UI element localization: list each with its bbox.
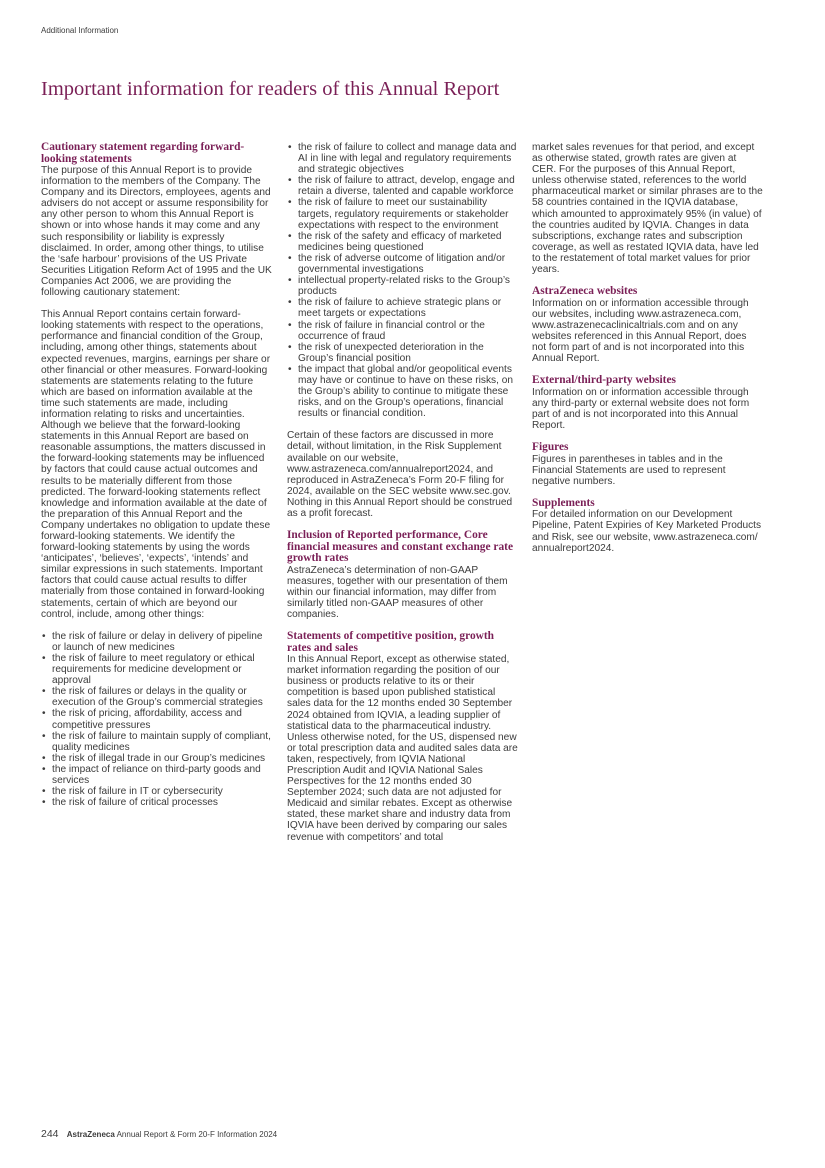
publication-title: Annual Report & Form 20-F Information 2024 <box>116 1130 278 1139</box>
list-item: • the risk of failure to meet our sustainability targets, regulatory requirements or stakeholder expectations with respect to the environment <box>287 197 518 230</box>
competitive-position-heading: Statements of competitive position, growth rates and sales <box>287 630 495 654</box>
supplements-body: For detailed information on our Development Pipeline, Patent Expiries of Key Marketed Products and Risk, see our website, www.astrazeneca.com/ annualreport2024. <box>532 509 762 554</box>
page-footer <box>41 1128 277 1140</box>
astrazeneca-websites-heading: AstraZeneca websites <box>532 285 638 298</box>
page-title: Important information for readers of this Annual Report <box>41 78 500 100</box>
list-item: • the risk of pricing, affordability, access and competitive pressures <box>41 708 272 730</box>
list-item: • the risk of failures or delays in the quality or execution of the Group’s commercial strategies <box>41 686 272 708</box>
list-item: • the risk of failure in financial control or the occurrence of fraud <box>287 320 518 342</box>
list-item: • the risk of failure to meet regulatory or ethical requirements for medicine development or approval <box>41 653 272 686</box>
risk-factor-list-1 <box>41 631 272 809</box>
figures-heading: Figures <box>532 441 569 454</box>
list-item: • the risk of unexpected deterioration in the Group’s financial position <box>287 342 518 364</box>
list-item: • the risk of failure in IT or cybersecurity <box>41 786 272 797</box>
supplements-heading: Supplements <box>532 496 595 509</box>
list-item: • intellectual property-related risks to the Group’s products <box>287 275 518 297</box>
list-item: • the risk of failure of critical processes <box>41 797 272 808</box>
column-1 <box>41 142 272 808</box>
list-item: • the risk of illegal trade in our Group’s medicines <box>41 753 272 764</box>
list-item: • the risk of failure to attract, develop, engage and retain a diverse, talented and capable workforce <box>287 175 518 197</box>
reported-performance-heading: Inclusion of Reported performance, Core financial measures and constant exchange rate growth rates <box>287 529 514 565</box>
column-3 <box>532 142 763 554</box>
competitive-position-body: In this Annual Report, except as otherwise stated, market information regarding the position of our business or products relative to its or their competition is based upon published statistical sales data for the 12 months ended 30 September 2024 obtained from IQVIA, a leading supplier of statistical data to the pharmaceutical industry. Unless otherwise noted, for the US, dispensed new or total prescription data and audited sales data are taken, respectively, from IQVIA National Prescription Audit and IQVIA National Sales Perspectives for the 12 months ended 30 September 2024; such data are not adjusted for Medicaid and similar rebates. Except as otherwise stated, these market share and industry data from IQVIA have been derived by comparing our sales revenue with competitors’ and total <box>287 654 518 843</box>
cautionary-heading: Cautionary statement regarding forward-looking statements <box>41 141 245 165</box>
list-item: • the impact that global and/or geopolitical events may have or continue to have on these risks, on the Group’s ability to continue to mitigate these risks, and on the Group’s operations, financial results or financial condition. <box>287 364 518 419</box>
external-websites-heading: External/third-party websites <box>532 374 676 387</box>
list-item: • the risk of failure to collect and manage data and AI in line with legal and regulatory requirements and strategic objectives <box>287 142 518 175</box>
forward-looking-paragraph: This Annual Report contains certain forward-looking statements with respect to the operations, performance and financial condition of the Group, including, among other things, statements about expected revenues, margins, earnings per share or other financial or other measures. Forward-looking statements are statements relating to the future which are based on information available at the time such statements are made, including information relating to risks and uncertainties. Although we believe that the forward-looking statements in this Annual Report are based on reasonable assumptions, the matters discussed in the forward-looking statements may be influenced by factors that could cause actual outcomes and results to be materially different from those predicted. The forward-looking statements reflect knowledge and information available at the date of the preparation of this Annual Report and the Company undertakes no obligation to update these forward-looking statements. We identify the forward-looking statements by using the words ‘anticipates’, ‘believes’, ‘expects’, ‘intends’ and similar expressions in such statements. Important factors that could cause actual results to differ materially from those contained in forward-looking statements, certain of which are beyond our control, include, among other things: <box>41 309 271 620</box>
list-item: • the impact of reliance on third-party goods and services <box>41 764 272 786</box>
list-item: • the risk of failure to achieve strategic plans or meet targets or expectations <box>287 297 518 319</box>
cautionary-intro-paragraph: The purpose of this Annual Report is to provide information to the members of the Company. The Company and its Directors, employees, agents and advisers do not accept or assume responsibility for any other person to whom this Annual Report is shown or into whose hands it may come and any such responsibility or liability is expressly disclaimed. In order, among other things, to utilise the ‘safe harbour’ provisions of the US Private Securities Litigation Reform Act of 1995 and the UK Companies Act 2006, we are providing the following cautionary statement: <box>41 165 272 299</box>
list-item: • the risk of failure to maintain supply of compliant, quality medicines <box>41 731 272 753</box>
section-label: Additional Information <box>41 26 119 35</box>
competitive-position-body-continued: market sales revenues for that period, and except as otherwise stated, growth rates are given at CER. For the purposes of this Annual Report, unless otherwise stated, references to the world pharmaceutical market or similar phrases are to the 58 countries contained in the IQVIA database, which amounted to approximately 95% (in value) of the countries audited by IQVIA. Changes in data subscriptions, exchange rates and subscription coverage, as well as restated IQVIA data, have led to the restatement of total market values for prior years. <box>532 142 763 276</box>
list-item: • the risk of failure or delay in delivery of pipeline or launch of new medicines <box>41 631 272 653</box>
astrazeneca-websites-body: Information on or information accessible through our websites, including www.astrazeneca.com, www.astrazenecaclinicaltrials.com and on any websites referenced in this Annual Report, does not form part of and is not incorporated into this Annual Report. <box>532 297 749 365</box>
external-websites-body: Information on or information accessible through any third-party or external website does not form part of and is not incorporated into this Annual Report. <box>532 386 750 431</box>
page-number: 244 <box>41 1128 59 1140</box>
risk-supplement-paragraph: Certain of these factors are discussed in more detail, without limitation, in the Risk Supplement available on our website, www.astrazeneca.com/annualreport2024, and reproduced in AstraZeneca’s Form 20-F filing for 2024, available on the SEC website www.sec.gov. Nothing in this Annual Report should be construed as a profit forecast. <box>287 430 513 519</box>
column-2 <box>287 142 518 843</box>
reported-performance-body: AstraZeneca’s determination of non-GAAP measures, together with our presentation of them within our financial information, may differ from similarly titled non-GAAP measures of other companies. <box>287 564 508 620</box>
brand-name: AstraZeneca <box>66 1130 115 1139</box>
list-item: • the risk of adverse outcome of litigation and/or governmental investigations <box>287 253 518 275</box>
figures-body: Figures in parentheses in tables and in the Financial Statements are used to represent negative numbers. <box>532 453 726 487</box>
risk-factor-list-2 <box>287 142 518 419</box>
list-item: • the risk of the safety and efficacy of marketed medicines being questioned <box>287 231 518 253</box>
